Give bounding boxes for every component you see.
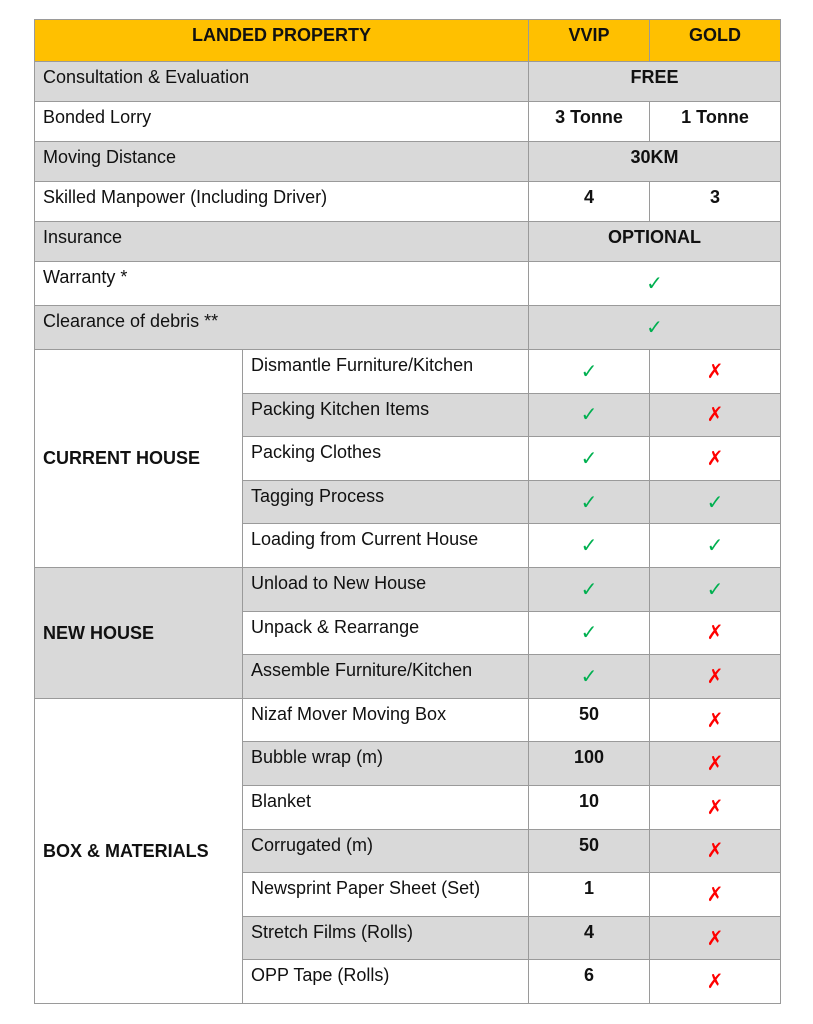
row-value: OPTIONAL bbox=[529, 222, 781, 262]
check-icon: ✓ bbox=[580, 620, 598, 645]
gold-value bbox=[650, 873, 781, 917]
row-label: Insurance bbox=[35, 222, 529, 262]
cross-icon: ✗ bbox=[706, 620, 724, 645]
row-value: 30KM bbox=[529, 142, 781, 182]
gold-value bbox=[650, 567, 781, 611]
cross-icon: ✗ bbox=[706, 751, 724, 776]
item-label: OPP Tape (Rolls) bbox=[243, 960, 529, 1004]
row-bonded-lorry bbox=[35, 102, 781, 142]
row-label: Skilled Manpower (Including Driver) bbox=[35, 182, 529, 222]
item-label: Assemble Furniture/Kitchen bbox=[243, 655, 529, 699]
check-icon: ✓ bbox=[646, 271, 663, 295]
gold-value bbox=[650, 350, 781, 394]
vvip-value bbox=[529, 611, 650, 655]
item-label: Blanket bbox=[243, 785, 529, 829]
row-label: Consultation & Evaluation bbox=[35, 62, 529, 102]
table-row bbox=[35, 567, 781, 611]
cross-icon: ✗ bbox=[706, 707, 724, 732]
check-icon: ✓ bbox=[646, 315, 663, 339]
item-label: Bubble wrap (m) bbox=[243, 742, 529, 786]
gold-value: 3 bbox=[650, 182, 781, 222]
item-label: Tagging Process bbox=[243, 480, 529, 524]
pricing-table bbox=[34, 19, 781, 1004]
cross-icon: ✗ bbox=[706, 925, 724, 950]
check-icon: ✓ bbox=[706, 533, 724, 558]
item-label: Loading from Current House bbox=[243, 524, 529, 568]
check-icon: ✓ bbox=[580, 358, 598, 383]
vvip-value bbox=[529, 393, 650, 437]
cross-icon: ✗ bbox=[706, 663, 724, 688]
vvip-value: 50 bbox=[529, 829, 650, 873]
gold-value bbox=[650, 480, 781, 524]
row-insurance bbox=[35, 222, 781, 262]
table-row bbox=[35, 350, 781, 394]
check-icon: ✓ bbox=[580, 402, 598, 427]
vvip-value bbox=[529, 524, 650, 568]
item-label: Packing Kitchen Items bbox=[243, 393, 529, 437]
gold-value bbox=[650, 437, 781, 481]
vvip-value: 50 bbox=[529, 698, 650, 742]
table-header-row bbox=[35, 20, 781, 62]
row-consultation bbox=[35, 62, 781, 102]
vvip-value bbox=[529, 480, 650, 524]
cross-icon: ✗ bbox=[706, 358, 724, 383]
item-label: Dismantle Furniture/Kitchen bbox=[243, 350, 529, 394]
gold-value bbox=[650, 916, 781, 960]
cross-icon: ✗ bbox=[706, 969, 724, 994]
item-label: Unload to New House bbox=[243, 567, 529, 611]
row-debris bbox=[35, 306, 781, 350]
check-icon: ✓ bbox=[580, 533, 598, 558]
item-label: Unpack & Rearrange bbox=[243, 611, 529, 655]
cross-icon: ✗ bbox=[706, 402, 724, 427]
table-row bbox=[35, 698, 781, 742]
item-label: Stretch Films (Rolls) bbox=[243, 916, 529, 960]
row-label: Warranty * bbox=[35, 262, 529, 306]
row-value bbox=[529, 262, 781, 306]
plan-gold-header: GOLD bbox=[650, 20, 781, 62]
group-new-house: NEW HOUSE bbox=[35, 567, 243, 698]
row-value bbox=[529, 306, 781, 350]
item-label: Newsprint Paper Sheet (Set) bbox=[243, 873, 529, 917]
item-label: Packing Clothes bbox=[243, 437, 529, 481]
cross-icon: ✗ bbox=[706, 794, 724, 819]
item-label: Corrugated (m) bbox=[243, 829, 529, 873]
vvip-value bbox=[529, 437, 650, 481]
gold-value bbox=[650, 611, 781, 655]
check-icon: ✓ bbox=[580, 445, 598, 470]
gold-value bbox=[650, 393, 781, 437]
row-label: Moving Distance bbox=[35, 142, 529, 182]
item-label: Nizaf Mover Moving Box bbox=[243, 698, 529, 742]
vvip-value: 10 bbox=[529, 785, 650, 829]
check-icon: ✓ bbox=[580, 576, 598, 601]
table-title: LANDED PROPERTY bbox=[35, 20, 529, 62]
row-value: FREE bbox=[529, 62, 781, 102]
row-label: Bonded Lorry bbox=[35, 102, 529, 142]
vvip-value bbox=[529, 567, 650, 611]
group-current-house: CURRENT HOUSE bbox=[35, 350, 243, 568]
gold-value bbox=[650, 829, 781, 873]
row-manpower bbox=[35, 182, 781, 222]
vvip-value: 4 bbox=[529, 916, 650, 960]
vvip-value bbox=[529, 350, 650, 394]
vvip-value: 6 bbox=[529, 960, 650, 1004]
gold-value bbox=[650, 655, 781, 699]
row-warranty bbox=[35, 262, 781, 306]
plan-vvip-header: VVIP bbox=[529, 20, 650, 62]
gold-value bbox=[650, 785, 781, 829]
gold-value bbox=[650, 960, 781, 1004]
check-icon: ✓ bbox=[706, 576, 724, 601]
check-icon: ✓ bbox=[580, 663, 598, 688]
vvip-value: 100 bbox=[529, 742, 650, 786]
gold-value bbox=[650, 698, 781, 742]
cross-icon: ✗ bbox=[706, 881, 724, 906]
row-moving-distance bbox=[35, 142, 781, 182]
gold-value bbox=[650, 524, 781, 568]
vvip-value: 4 bbox=[529, 182, 650, 222]
gold-value bbox=[650, 742, 781, 786]
row-label: Clearance of debris ** bbox=[35, 306, 529, 350]
check-icon: ✓ bbox=[580, 489, 598, 514]
check-icon: ✓ bbox=[706, 489, 724, 514]
cross-icon: ✗ bbox=[706, 838, 724, 863]
gold-value: 1 Tonne bbox=[650, 102, 781, 142]
group-box-materials: BOX & MATERIALS bbox=[35, 698, 243, 1003]
vvip-value bbox=[529, 655, 650, 699]
cross-icon: ✗ bbox=[706, 445, 724, 470]
vvip-value: 1 bbox=[529, 873, 650, 917]
vvip-value: 3 Tonne bbox=[529, 102, 650, 142]
